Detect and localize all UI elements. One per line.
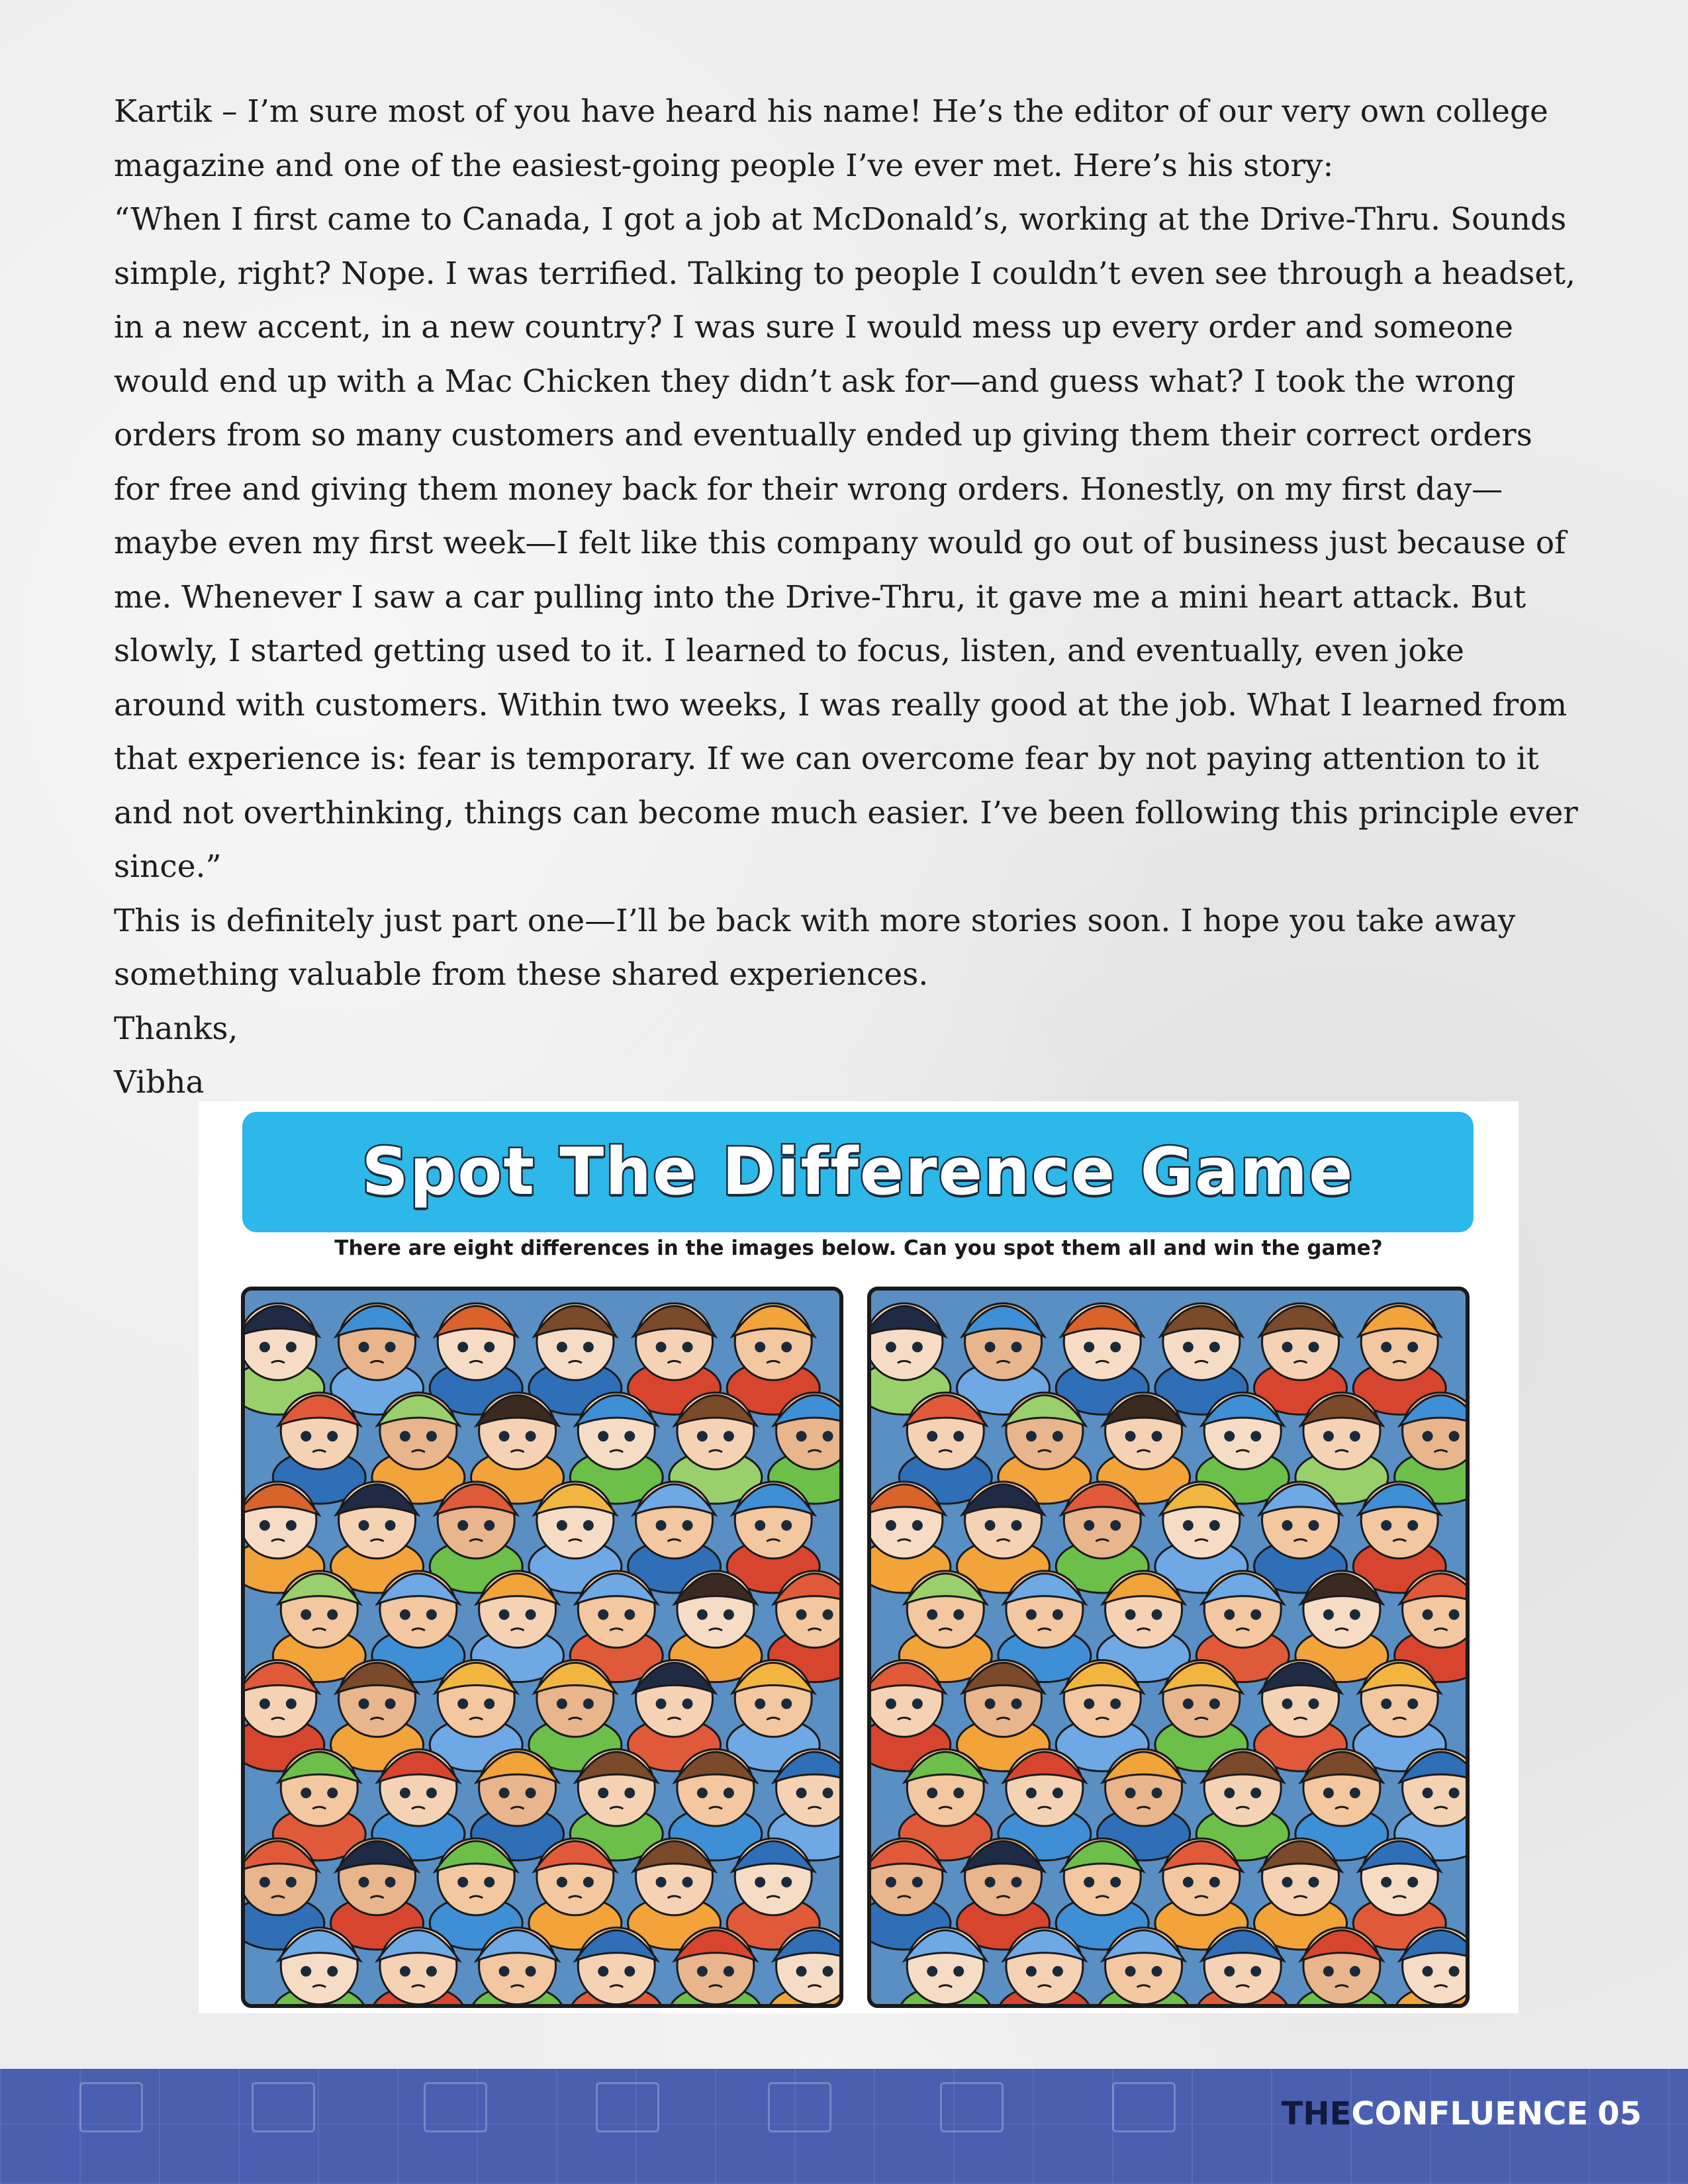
- footer-decoration: [596, 2082, 659, 2132]
- magazine-brand: [1282, 2095, 1642, 2132]
- page-footer: [0, 2069, 1688, 2184]
- brand-name: CONFLUENCE: [1351, 2095, 1589, 2132]
- brand-prefix: THE: [1281, 2095, 1352, 2132]
- footer-decoration: [252, 2082, 315, 2132]
- puzzle-image-right[interactable]: [867, 1287, 1470, 2008]
- footer-decoration: [424, 2082, 487, 2132]
- sign-off: Thanks,: [114, 1010, 238, 1047]
- spot-the-difference-panel: [199, 1101, 1519, 2013]
- footer-decoration: [1112, 2082, 1176, 2132]
- footer-decoration: [768, 2082, 831, 2132]
- author-name: Vibha: [114, 1064, 205, 1101]
- game-title-banner: [242, 1112, 1474, 1232]
- game-title: Spot The Difference Game: [361, 1134, 1354, 1210]
- crowd-illustration-left: [245, 1291, 839, 2004]
- article-body: [114, 85, 1583, 1110]
- game-instruction: There are eight differences in the images below. Can you spot them all and win the game?: [334, 1236, 1383, 1260]
- footer-decoration: [940, 2082, 1004, 2132]
- crowd-illustration-right: [871, 1291, 1466, 2004]
- page-number: 05: [1597, 2095, 1642, 2132]
- paragraph-story: “When I first came to Canada, I got a job at McDonald’s, working at the Drive-Thru. Sounds simple, right? Nope. I was terrified. Talking to people I couldn’t even see through a headset, in a new accent, in a new country? I was sure I would mess up every order and someone would end up with a Mac Chicken they didn’t ask for—and guess what? I took the wrong orders from so many customers and eventually ended up giving them their correct orders for free and giving them money back for their wrong orders. Honestly, on my first day—maybe even my first week—I felt like this company would go out of business just because of me. Whenever I saw a car pulling into the Drive-Thru, it gave me a mini heart attack. But slowly, I started getting used to it. I learned to focus, listen, and eventually, even joke around with customers. Within two weeks, I was really good at the job. What I learned from that experience is: fear is temporary. If we can overcome fear by not paying attention to it and not overthinking, things can become much easier. I’ve been following this principle ever since.”: [114, 201, 1578, 885]
- paragraph-intro: Kartik – I’m sure most of you have heard his name! He’s the editor of our very own college magazine and one of the easiest-going people I’ve ever met. Here’s his story:: [114, 93, 1548, 184]
- footer-decoration: [79, 2082, 143, 2132]
- puzzle-image-left[interactable]: [241, 1287, 843, 2008]
- paragraph-closing: This is definitely just part one—I’ll be back with more stories soon. I hope you take away something valuable from these shared experiences.: [114, 902, 1516, 993]
